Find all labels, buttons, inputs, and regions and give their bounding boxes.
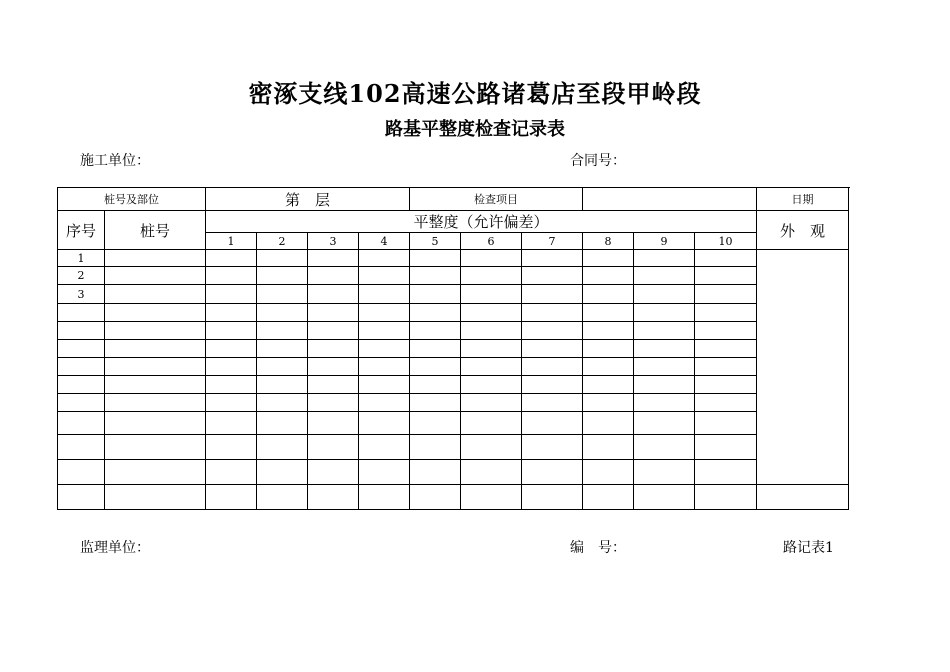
station-header: 桩号: [105, 211, 206, 250]
row-flatness-cell: [461, 485, 522, 510]
row-flatness-cell: [359, 322, 410, 340]
table-row: [58, 304, 849, 322]
inspection-item-field: [583, 188, 757, 211]
row-seq-cell: [58, 394, 105, 412]
row-flatness-cell: [695, 304, 757, 322]
column-number: 7: [522, 233, 583, 250]
row-station-cell: [105, 285, 206, 304]
row-flatness-cell: [461, 250, 522, 267]
row-flatness-cell: [308, 435, 359, 460]
row-flatness-cell: [410, 435, 461, 460]
row-flatness-cell: [695, 340, 757, 358]
row-station-cell: [105, 340, 206, 358]
row-flatness-cell: [359, 340, 410, 358]
row-flatness-cell: [359, 285, 410, 304]
row-station-cell: [105, 358, 206, 376]
row-flatness-cell: [308, 250, 359, 267]
station-part-label: 桩号及部位: [58, 188, 206, 211]
row-flatness-cell: [257, 285, 308, 304]
row-flatness-cell: [257, 250, 308, 267]
table-row: [58, 340, 849, 358]
row-flatness-cell: [359, 412, 410, 435]
row-flatness-cell: [461, 412, 522, 435]
row-flatness-cell: [522, 304, 583, 322]
contract-no-label: 合同号：: [570, 153, 626, 169]
row-station-cell: [105, 460, 206, 485]
row-flatness-cell: [634, 412, 695, 435]
row-flatness-cell: [206, 376, 257, 394]
row-flatness-cell: [410, 267, 461, 285]
row-flatness-cell: [634, 340, 695, 358]
row-flatness-cell: [359, 304, 410, 322]
row-flatness-cell: [695, 412, 757, 435]
row-flatness-cell: [359, 460, 410, 485]
row-flatness-cell: [206, 394, 257, 412]
row-flatness-cell: [206, 322, 257, 340]
row-flatness-cell: [583, 322, 634, 340]
appearance-cell: [757, 485, 849, 510]
row-flatness-cell: [257, 376, 308, 394]
row-flatness-cell: [583, 358, 634, 376]
row-flatness-cell: [308, 412, 359, 435]
row-flatness-cell: [257, 267, 308, 285]
row-seq-cell: [58, 358, 105, 376]
row-flatness-cell: [359, 267, 410, 285]
row-flatness-cell: [461, 394, 522, 412]
row-flatness-cell: [634, 267, 695, 285]
row-flatness-cell: [359, 358, 410, 376]
row-flatness-cell: [634, 250, 695, 267]
row-flatness-cell: [257, 412, 308, 435]
row-flatness-cell: [461, 358, 522, 376]
table-row: [58, 322, 849, 340]
row-station-cell: [105, 267, 206, 285]
row-flatness-cell: [583, 412, 634, 435]
flatness-record-table: [57, 187, 849, 510]
row-flatness-cell: [206, 250, 257, 267]
row-seq-cell: 3: [58, 285, 105, 304]
row-flatness-cell: [257, 394, 308, 412]
column-number: 8: [583, 233, 634, 250]
row-flatness-cell: [308, 460, 359, 485]
row-flatness-cell: [410, 322, 461, 340]
row-flatness-cell: [695, 376, 757, 394]
row-flatness-cell: [206, 358, 257, 376]
row-flatness-cell: [522, 412, 583, 435]
inspection-item-label: 检查项目: [410, 188, 583, 211]
row-flatness-cell: [634, 485, 695, 510]
row-flatness-cell: [522, 322, 583, 340]
table-row: [58, 412, 849, 435]
row-flatness-cell: [410, 376, 461, 394]
row-flatness-cell: [461, 340, 522, 358]
row-flatness-cell: [359, 435, 410, 460]
row-flatness-cell: [583, 485, 634, 510]
row-seq-cell: 1: [58, 250, 105, 267]
row-flatness-cell: [206, 485, 257, 510]
row-flatness-cell: [308, 394, 359, 412]
row-flatness-cell: [257, 304, 308, 322]
row-flatness-cell: [695, 394, 757, 412]
row-flatness-cell: [634, 322, 695, 340]
row-flatness-cell: [522, 285, 583, 304]
table-row: [58, 285, 849, 304]
row-flatness-cell: [522, 394, 583, 412]
row-flatness-cell: [206, 304, 257, 322]
row-seq-cell: [58, 340, 105, 358]
row-flatness-cell: [522, 340, 583, 358]
row-flatness-cell: [206, 460, 257, 485]
row-station-cell: [105, 322, 206, 340]
row-flatness-cell: [522, 485, 583, 510]
row-flatness-cell: [583, 267, 634, 285]
row-flatness-cell: [522, 376, 583, 394]
table-row: [58, 267, 849, 285]
row-station-cell: [105, 250, 206, 267]
row-flatness-cell: [257, 435, 308, 460]
row-flatness-cell: [257, 485, 308, 510]
row-flatness-cell: [522, 460, 583, 485]
row-flatness-cell: [308, 267, 359, 285]
row-flatness-cell: [695, 358, 757, 376]
row-station-cell: [105, 435, 206, 460]
row-station-cell: [105, 485, 206, 510]
row-flatness-cell: [461, 322, 522, 340]
supervision-unit-label: 监理单位：: [80, 540, 150, 556]
row-flatness-cell: [634, 435, 695, 460]
row-flatness-cell: [308, 485, 359, 510]
seq-header: 序号: [58, 211, 105, 250]
row-flatness-cell: [206, 435, 257, 460]
column-number: 10: [695, 233, 757, 250]
column-number: 2: [257, 233, 308, 250]
row-flatness-cell: [257, 358, 308, 376]
row-flatness-cell: [461, 460, 522, 485]
row-flatness-cell: [583, 394, 634, 412]
row-station-cell: [105, 376, 206, 394]
row-flatness-cell: [583, 285, 634, 304]
row-flatness-cell: [206, 267, 257, 285]
table-row: [58, 358, 849, 376]
column-number: 9: [634, 233, 695, 250]
row-flatness-cell: [206, 285, 257, 304]
row-seq-cell: [58, 322, 105, 340]
column-number: 4: [359, 233, 410, 250]
row-flatness-cell: [522, 267, 583, 285]
row-seq-cell: [58, 376, 105, 394]
date-label: 日期: [757, 188, 849, 211]
row-flatness-cell: [583, 340, 634, 358]
row-station-cell: [105, 304, 206, 322]
row-flatness-cell: [308, 358, 359, 376]
document-subtitle: 路基平整度检查记录表: [385, 119, 565, 140]
row-seq-cell: [58, 435, 105, 460]
table-row: [58, 376, 849, 394]
row-flatness-cell: [410, 460, 461, 485]
row-seq-cell: [58, 485, 105, 510]
row-flatness-cell: [410, 358, 461, 376]
row-flatness-cell: [583, 250, 634, 267]
row-flatness-cell: [410, 304, 461, 322]
row-station-cell: [105, 412, 206, 435]
row-flatness-cell: [257, 460, 308, 485]
row-flatness-cell: [410, 340, 461, 358]
row-flatness-cell: [695, 460, 757, 485]
column-number: 3: [308, 233, 359, 250]
column-number: 6: [461, 233, 522, 250]
row-flatness-cell: [410, 285, 461, 304]
row-flatness-cell: [206, 340, 257, 358]
row-flatness-cell: [695, 285, 757, 304]
row-flatness-cell: [522, 250, 583, 267]
row-flatness-cell: [695, 485, 757, 510]
row-flatness-cell: [410, 412, 461, 435]
row-flatness-cell: [583, 460, 634, 485]
row-flatness-cell: [308, 304, 359, 322]
row-seq-cell: [58, 460, 105, 485]
row-flatness-cell: [410, 485, 461, 510]
column-number: 5: [410, 233, 461, 250]
row-flatness-cell: [583, 435, 634, 460]
row-flatness-cell: [634, 285, 695, 304]
form-code: 路记表1: [783, 540, 834, 556]
row-flatness-cell: [461, 267, 522, 285]
appearance-cell: [757, 250, 849, 485]
row-flatness-cell: [308, 285, 359, 304]
row-flatness-cell: [634, 304, 695, 322]
row-flatness-cell: [308, 376, 359, 394]
row-flatness-cell: [522, 435, 583, 460]
row-flatness-cell: [359, 250, 410, 267]
row-seq-cell: [58, 304, 105, 322]
row-flatness-cell: [634, 394, 695, 412]
row-seq-cell: [58, 412, 105, 435]
flatness-header: 平整度（允许偏差）: [206, 211, 757, 233]
construction-unit-label: 施工单位：: [80, 153, 150, 169]
column-number: 1: [206, 233, 257, 250]
table-info-row: [58, 188, 849, 211]
row-flatness-cell: [257, 340, 308, 358]
appearance-header: 外 观: [757, 211, 849, 250]
document-title: 密涿支线102高速公路诸葛店至段甲岭段: [248, 79, 702, 108]
row-flatness-cell: [359, 394, 410, 412]
row-flatness-cell: [461, 435, 522, 460]
row-flatness-cell: [410, 250, 461, 267]
table-row: [58, 394, 849, 412]
row-station-cell: [105, 394, 206, 412]
row-flatness-cell: [695, 267, 757, 285]
row-flatness-cell: [583, 304, 634, 322]
table-header-row: [58, 211, 849, 233]
row-flatness-cell: [461, 285, 522, 304]
row-flatness-cell: [257, 322, 308, 340]
table-row: [58, 435, 849, 460]
layer-label: 第 层: [206, 188, 410, 211]
row-flatness-cell: [695, 322, 757, 340]
row-seq-cell: 2: [58, 267, 105, 285]
row-flatness-cell: [308, 340, 359, 358]
row-flatness-cell: [410, 394, 461, 412]
row-flatness-cell: [583, 376, 634, 394]
row-flatness-cell: [359, 376, 410, 394]
number-label: 编 号：: [570, 540, 626, 556]
row-flatness-cell: [461, 376, 522, 394]
row-flatness-cell: [359, 485, 410, 510]
row-flatness-cell: [634, 358, 695, 376]
row-flatness-cell: [206, 412, 257, 435]
table-row: [58, 250, 849, 267]
row-flatness-cell: [695, 435, 757, 460]
row-flatness-cell: [522, 358, 583, 376]
table-row: [58, 485, 849, 510]
row-flatness-cell: [695, 250, 757, 267]
row-flatness-cell: [461, 304, 522, 322]
row-flatness-cell: [634, 376, 695, 394]
row-flatness-cell: [634, 460, 695, 485]
table-row: [58, 460, 849, 485]
row-flatness-cell: [308, 322, 359, 340]
